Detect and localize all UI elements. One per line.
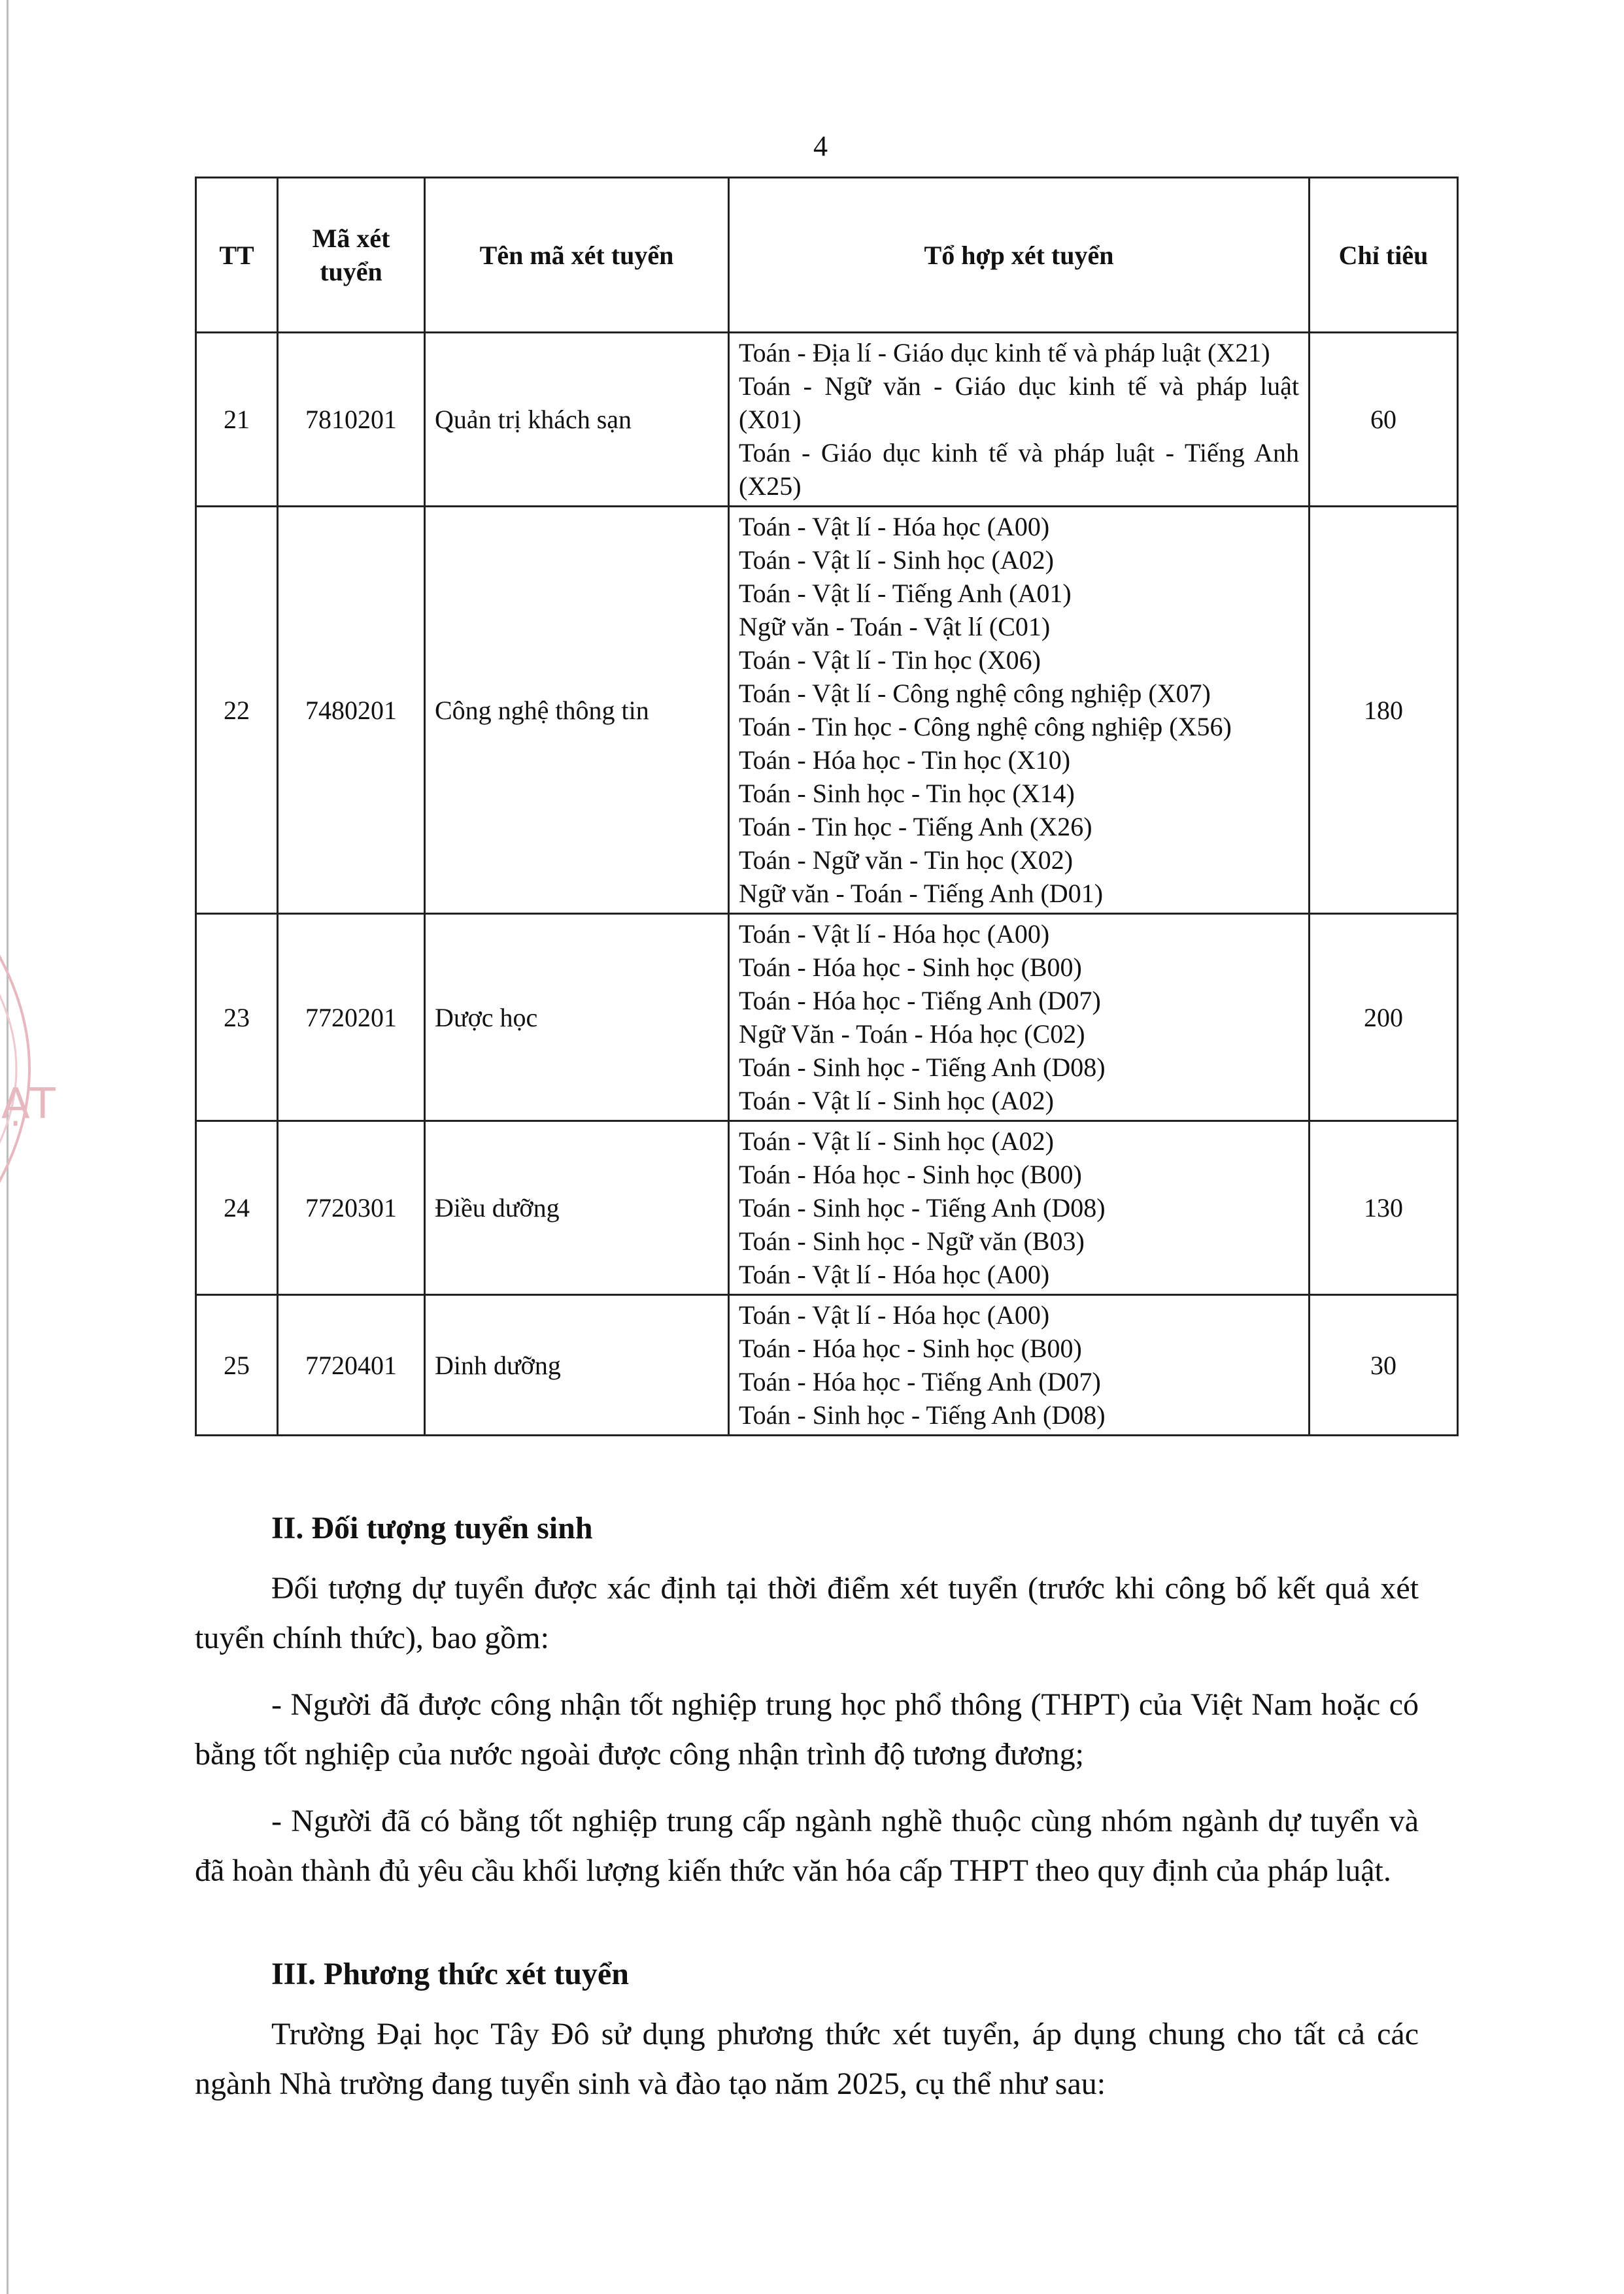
combo-item: Toán - Hóa học - Tiếng Anh (D07): [739, 986, 1101, 1015]
combo-item: Toán - Vật lí - Tin học (X06): [739, 645, 1041, 675]
section-2-title: II. Đối tượng tuyển sinh: [271, 1511, 593, 1545]
table-row: [196, 507, 1458, 914]
combo-item: Toán - Ngữ văn - Tin học (X02): [739, 845, 1074, 875]
cell-quota: 30: [1310, 1295, 1458, 1436]
cell-name: Công nghệ thông tin: [425, 507, 729, 914]
cell-combos: [729, 507, 1310, 914]
combo-item: Toán - Giáo dục kinh tế và pháp luật - Tiếng Anh (X25): [739, 438, 1299, 501]
combo-item: Toán - Vật lí - Hóa học (A00): [739, 1260, 1050, 1289]
cell-code: 7720401: [278, 1295, 425, 1436]
table-row: [196, 333, 1458, 507]
cell-code: 7810201: [278, 333, 425, 507]
combo-item: Toán - Vật lí - Công nghệ công nghiệp (X07): [739, 679, 1211, 708]
cell-code: 7720301: [278, 1121, 425, 1295]
cell-combos: [729, 333, 1310, 507]
cell-combos: [729, 1121, 1310, 1295]
combo-item: Toán - Ngữ văn - Giáo dục kinh tế và pháp luật (X01): [739, 371, 1299, 434]
stamp-arc: [0, 922, 65, 1216]
section-3-paragraph: Trường Đại học Tây Đô sử dụng phương thức xét tuyển, áp dụng chung cho tất cả các ngành Nhà trường đang tuyển sinh và đào tạo năm 2025, cụ thể như sau:: [195, 2017, 1419, 2101]
table-row: [196, 1295, 1458, 1436]
cell-tt: 23: [196, 914, 278, 1121]
combo-item: Toán - Vật lí - Hóa học (A00): [739, 919, 1050, 949]
section-2-paragraph: - Người đã có bằng tốt nghiệp trung cấp ngành nghề thuộc cùng nhóm ngành dự tuyển và đã hoàn thành đủ yêu cầu khối lượng kiến thức văn hóa cấp THPT theo quy định của pháp luật.: [195, 1804, 1419, 1888]
table-header-row: [196, 178, 1458, 333]
combo-item: Toán - Vật lí - Hóa học (A00): [739, 1300, 1050, 1330]
cell-combos: [729, 1295, 1310, 1436]
combo-item: Toán - Hóa học - Sinh học (B00): [739, 953, 1082, 982]
cell-tt: 22: [196, 507, 278, 914]
combo-item: Toán - Địa lí - Giáo dục kinh tế và pháp luật (X21): [739, 338, 1270, 367]
page-number: 4: [813, 130, 828, 162]
section-2-paragraph: Đối tượng dự tuyển được xác định tại thời điểm xét tuyển (trước khi công bố kết quả xét tuyển chính thức), bao gồm:: [195, 1571, 1419, 1655]
table-row: [196, 1121, 1458, 1295]
cell-quota: 200: [1310, 914, 1458, 1121]
combo-item: Toán - Hóa học - Sinh học (B00): [739, 1334, 1082, 1363]
combo-item: Toán - Hóa học - Sinh học (B00): [739, 1160, 1082, 1189]
combo-item: Toán - Sinh học - Tiếng Anh (D08): [739, 1193, 1106, 1223]
combo-item: Toán - Tin học - Tiếng Anh (X26): [739, 812, 1092, 841]
admission-table: [195, 177, 1459, 1436]
header-code: Mã xét tuyển: [278, 178, 425, 333]
combo-item: Ngữ Văn - Toán - Hóa học (C02): [739, 1019, 1085, 1049]
combo-item: Toán - Vật lí - Sinh học (A02): [739, 545, 1054, 575]
header-quota: Chỉ tiêu: [1310, 178, 1458, 333]
combo-item: Toán - Sinh học - Tiếng Anh (D08): [739, 1053, 1106, 1082]
section-3-title: III. Phương thức xét tuyển: [271, 1957, 629, 1991]
cell-tt: 25: [196, 1295, 278, 1436]
combo-item: Toán - Vật lí - Sinh học (A02): [739, 1086, 1054, 1115]
cell-combos: [729, 914, 1310, 1121]
cell-code: 7480201: [278, 507, 425, 914]
combo-item: Toán - Hóa học - Tiếng Anh (D07): [739, 1367, 1101, 1396]
combo-item: Ngữ văn - Toán - Vật lí (C01): [739, 612, 1051, 641]
combo-item: Toán - Sinh học - Tin học (X14): [739, 779, 1075, 808]
header-combos: Tổ hợp xét tuyển: [729, 178, 1310, 333]
combo-item: Toán - Vật lí - Tiếng Anh (A01): [739, 579, 1072, 608]
cell-quota: 130: [1310, 1121, 1458, 1295]
cell-name: Quản trị khách sạn: [425, 333, 729, 507]
combo-item: Toán - Tin học - Công nghệ công nghiệp (X56): [739, 712, 1232, 741]
combo-item: Toán - Vật lí - Hóa học (A00): [739, 512, 1050, 541]
header-name: Tên mã xét tuyển: [425, 178, 729, 333]
cell-tt: 21: [196, 333, 278, 507]
section-2-paragraph: - Người đã được công nhận tốt nghiệp trung học phổ thông (THPT) của Việt Nam hoặc có bằng tốt nghiệp của nước ngoài được công nhận trình độ tương đương;: [195, 1687, 1419, 1772]
cell-tt: 24: [196, 1121, 278, 1295]
cell-quota: 180: [1310, 507, 1458, 914]
combo-item: Toán - Vật lí - Sinh học (A02): [739, 1126, 1054, 1156]
cell-quota: 60: [1310, 333, 1458, 507]
red-stamp-fragment: [0, 922, 65, 1216]
cell-code: 7720201: [278, 914, 425, 1121]
combo-item: Toán - Hóa học - Tin học (X10): [739, 745, 1071, 775]
combo-item: Ngữ văn - Toán - Tiếng Anh (D01): [739, 879, 1104, 908]
cell-name: Dinh dưỡng: [425, 1295, 729, 1436]
table-row: [196, 914, 1458, 1121]
combo-item: Toán - Sinh học - Ngữ văn (B03): [739, 1226, 1085, 1256]
header-tt: TT: [196, 178, 278, 333]
cell-name: Dược học: [425, 914, 729, 1121]
cell-name: Điều dưỡng: [425, 1121, 729, 1295]
stamp-text: ẠT: [1, 1080, 56, 1128]
combo-item: Toán - Sinh học - Tiếng Anh (D08): [739, 1400, 1106, 1430]
